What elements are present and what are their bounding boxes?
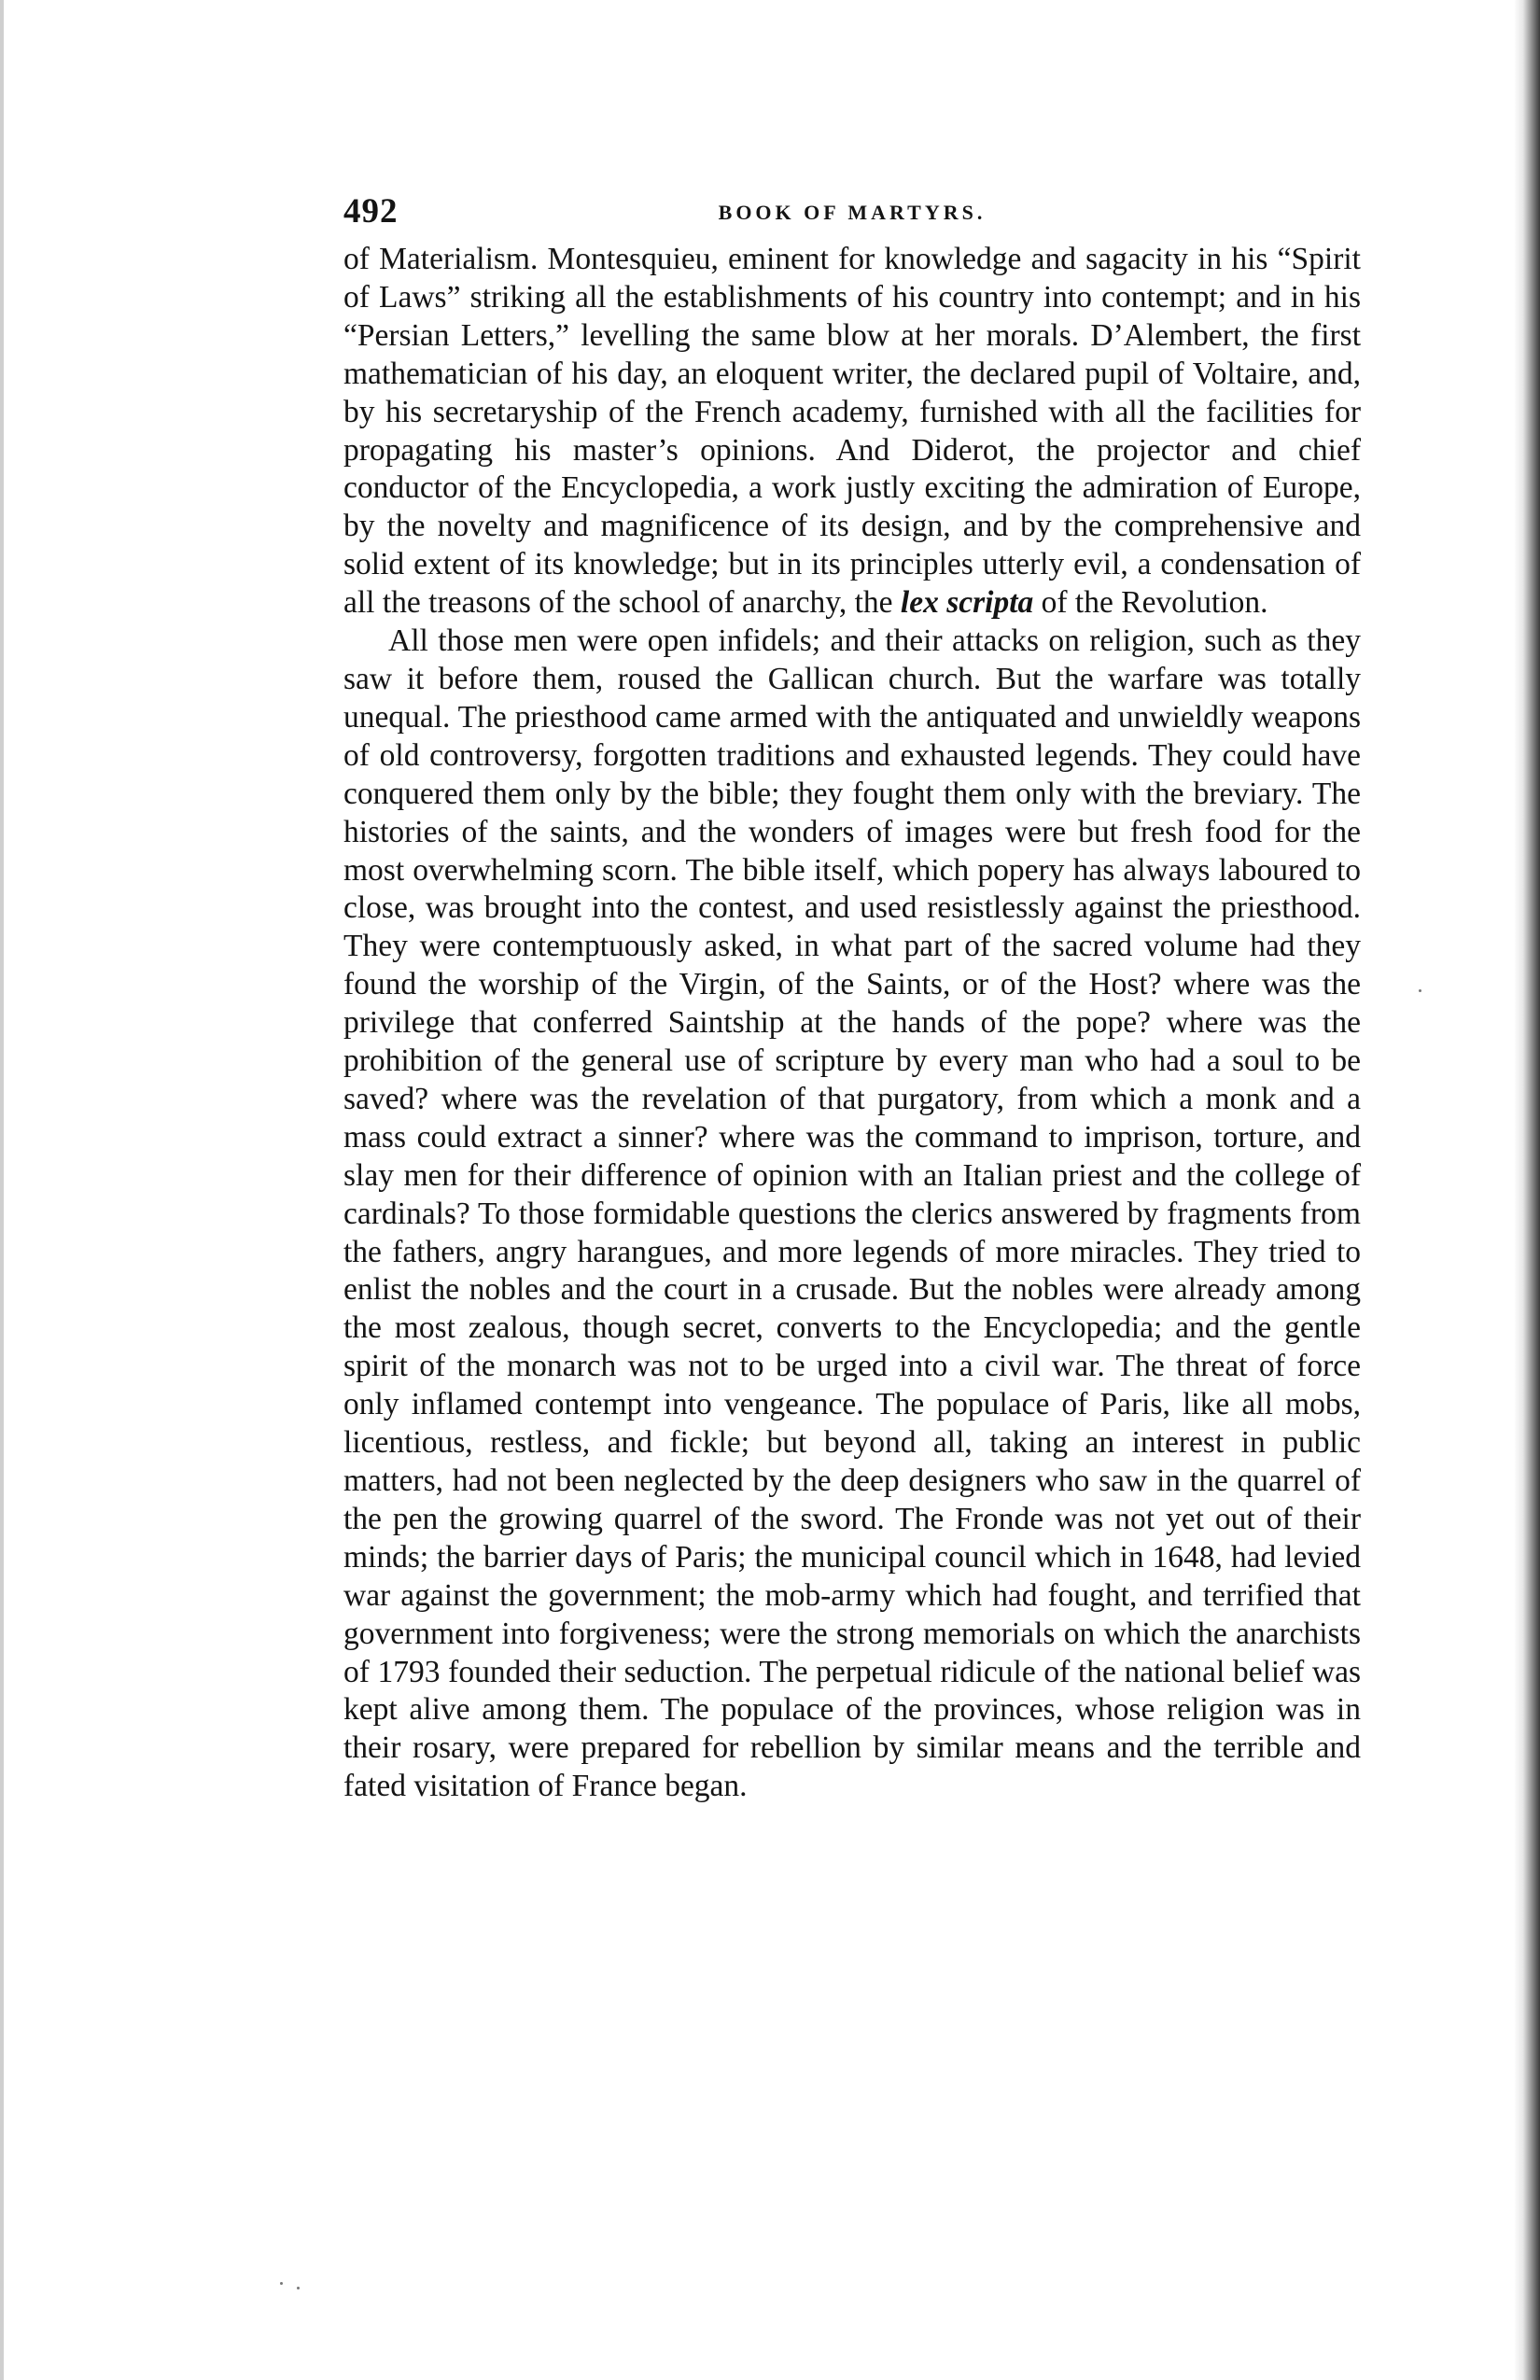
page-left-edge [0,0,4,2380]
italic-phrase: lex scripta [900,585,1034,621]
page-header [343,191,1361,229]
page-number: 492 [343,192,399,231]
paper-speck [1419,989,1421,992]
page-right-edge-shadow [1514,0,1540,2380]
paragraph-1 [343,241,1361,623]
paragraph-1-text-end: of the Revolution. [1033,585,1268,621]
paper-speck [297,2287,300,2289]
paragraph-1-text-start: of Materialism. Montesquieu, eminent for knowledge and sagacity in his “Spirit of Laws” striking all the establishments of his country into contempt; and in his “Persian Letters,” levelling the same blow at her morals. D’Alembert, the first mathematician of his day, an eloquent writer, the declared pupil of Voltaire, and, by his secretaryship of the French academy, furnished with all the facilities for propagating his master’s opinions. And Diderot, the projector and chief conductor of the Encyclopedia, a work justly exciting the admiration of Europe, by the novelty and magnificence of its design, and by the comprehensive and solid extent of its knowledge; but in its principles utterly evil, a condensation of all the treasons of the school of anarchy, the [343,242,1361,621]
running-title: BOOK OF MARTYRS. [718,201,987,224]
paragraph-2: All those men were open infidels; and their attacks on religion, such as they saw it before them, roused the Gallican church. But the warfare was totally unequal. The priesthood came armed with the antiquated and unwieldly weapons of old controversy, forgotten traditions and exhausted legends. They could have conquered them only by the bible; they fought them only with the breviary. The histories of the saints, and the wonders of images were but fresh food for the most overwhelming scorn. The bible itself, which popery has always laboured to close, was brought into the contest, and used resistlessly against the priesthood. They were contemptuously asked, in what part of the sacred volume had they found the worship of the Virgin, of the Saints, or of the Host? where was the privilege that conferred Saintship at the hands of the pope? where was the prohibition of the general use of scripture by every man who had a soul to be saved? where was the revelation of that purgatory, from which a monk and a mass could extract a sinner? where was the command to imprison, torture, and slay men for their difference of opinion with an Italian priest and the college of cardinals? To those formidable questions the clerics answered by fragments from the fathers, angry harangues, and more legends of more miracles. They tried to enlist the nobles and the court in a crusade. But the nobles were already among the most zealous, though secret, converts to the Encyclopedia; and the gentle spirit of the monarch was not to be urged into a civil war. The threat of force only inflamed contempt into vengeance. The populace of Paris, like all mobs, licentious, restless, and fickle; but beyond all, taking an interest in public matters, had not been neglected by the deep designers who saw in the quarrel of the pen the growing quarrel of the sword. The Fronde was not yet out of their minds; the barrier days of Paris; the municipal council which in 1648, had levied war against the government; the mob-army which had fought, and terrified that government into forgiveness; were the strong memorials on which the anarchists of 1793 founded their seduction. The perpetual ridicule of the national belief was kept alive among them. The populace of the provinces, whose religion was in their rosary, were prepared for rebellion by similar means and the terrible and fated visitation of France began. [343,623,1361,1804]
paper-speck [280,2282,283,2285]
body-text [343,241,1361,1806]
